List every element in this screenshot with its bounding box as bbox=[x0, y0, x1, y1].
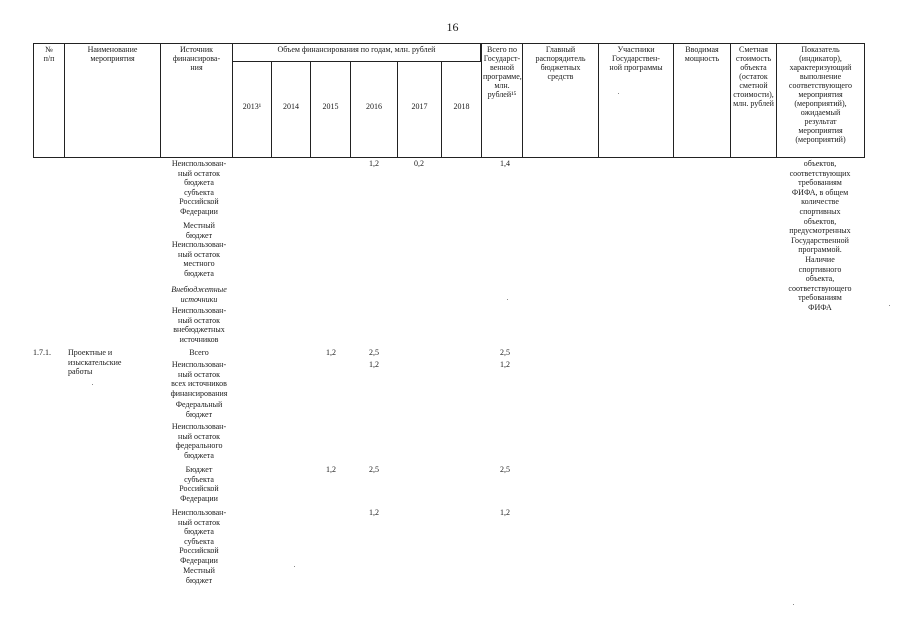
b2-row1-source: Неиспользован- ный остаток всех источников финансирования bbox=[170, 360, 228, 398]
header-name: Наименование мероприятия bbox=[64, 43, 161, 158]
b1-row1-2016: 1,2 bbox=[369, 159, 379, 168]
b2-row5-2016: 1,2 bbox=[369, 508, 379, 517]
b2-num: 1.7.1. bbox=[33, 348, 51, 357]
scan-speck bbox=[618, 93, 619, 94]
b2-row1-2016: 1,2 bbox=[369, 360, 379, 369]
header-total: Всего по Государст- венной программе, млн. рублей¹⁵ bbox=[481, 43, 523, 158]
b2-row5-source: Неиспользован- ный остаток бюджета субъекта Российской Федерации bbox=[171, 508, 227, 565]
b1-source-4: Неиспользован- ный остаток внебюджетных источников bbox=[171, 306, 227, 344]
b2-row4-2015: 1,2 bbox=[326, 465, 336, 474]
b2-row6-source: Местный бюджет bbox=[183, 566, 215, 585]
header-source: Источник финансирова- ния bbox=[160, 43, 233, 158]
b2-row0-source: Всего bbox=[189, 348, 209, 357]
scan-speck bbox=[793, 604, 794, 605]
header-volume: Объем финансирования по годам, млн. рублей bbox=[232, 43, 481, 62]
b2-row4-source: Бюджет субъекта Российской Федерации bbox=[179, 465, 219, 503]
header-year-2014: 2014 bbox=[271, 61, 311, 158]
b1-source-0: Неиспользован- ный остаток бюджета субъекта Российской Федерации bbox=[171, 159, 227, 216]
header-year-2018: 2018 bbox=[441, 61, 482, 158]
b2-row0-2016: 2,5 bbox=[369, 348, 379, 357]
b2-row5-total: 1,2 bbox=[500, 508, 510, 517]
b1-source-1: Местный бюджет bbox=[183, 221, 215, 240]
b2-row0-2015: 1,2 bbox=[326, 348, 336, 357]
header-year-2013: 2013¹ bbox=[232, 61, 272, 158]
header-num: № п/п bbox=[33, 43, 65, 158]
header-year-2016: 2016 bbox=[350, 61, 398, 158]
header-capacity: Вводимая мощность bbox=[673, 43, 731, 158]
b1-row1-2017: 0,2 bbox=[414, 159, 424, 168]
b1-source-2: Неиспользован- ный остаток местного бюджета bbox=[171, 240, 227, 278]
b2-row2-source: Федеральный бюджет bbox=[175, 400, 223, 419]
header-manager: Главный распорядитель бюджетных средств bbox=[522, 43, 599, 158]
b2-row4-total: 2,5 bbox=[500, 465, 510, 474]
header-indicator: Показатель (индикатор), характеризующий выполнение соответствующего мероприятия (мероприятий), ожидаемый результат мероприятия (мероприятий) bbox=[776, 43, 865, 158]
b2-row0-total: 2,5 bbox=[500, 348, 510, 357]
header-year-2015: 2015 bbox=[310, 61, 351, 158]
b1-row1-total: 1,4 bbox=[500, 159, 510, 168]
header-participants: Участники Государствен- ной программы bbox=[598, 43, 674, 158]
b1-source-3: Внебюджетные источники bbox=[171, 285, 227, 304]
scan-speck bbox=[889, 305, 890, 306]
header-estimate: Сметная стоимость объекта (остаток сметной стоимости), млн. рублей bbox=[730, 43, 777, 158]
page-number: 16 bbox=[446, 20, 459, 34]
b2-row1-total: 1,2 bbox=[500, 360, 510, 369]
b2-row3-source: Неиспользован- ный остаток федерального бюджета bbox=[171, 422, 227, 460]
b2-row4-2016: 2,5 bbox=[369, 465, 379, 474]
scan-speck bbox=[92, 384, 93, 385]
b1-indicator: объектов, соответствующих требованиям ФИФА, в общем количестве спортивных объектов, предусмотренных Государственной программой. Наличие спортивного объекта, соответствующего требованиям ФИФА bbox=[788, 159, 852, 312]
b2-name: Проектные и изыскательские работы bbox=[68, 348, 122, 377]
scan-speck bbox=[294, 566, 295, 567]
header-year-2017: 2017 bbox=[397, 61, 442, 158]
scan-speck bbox=[507, 299, 508, 300]
